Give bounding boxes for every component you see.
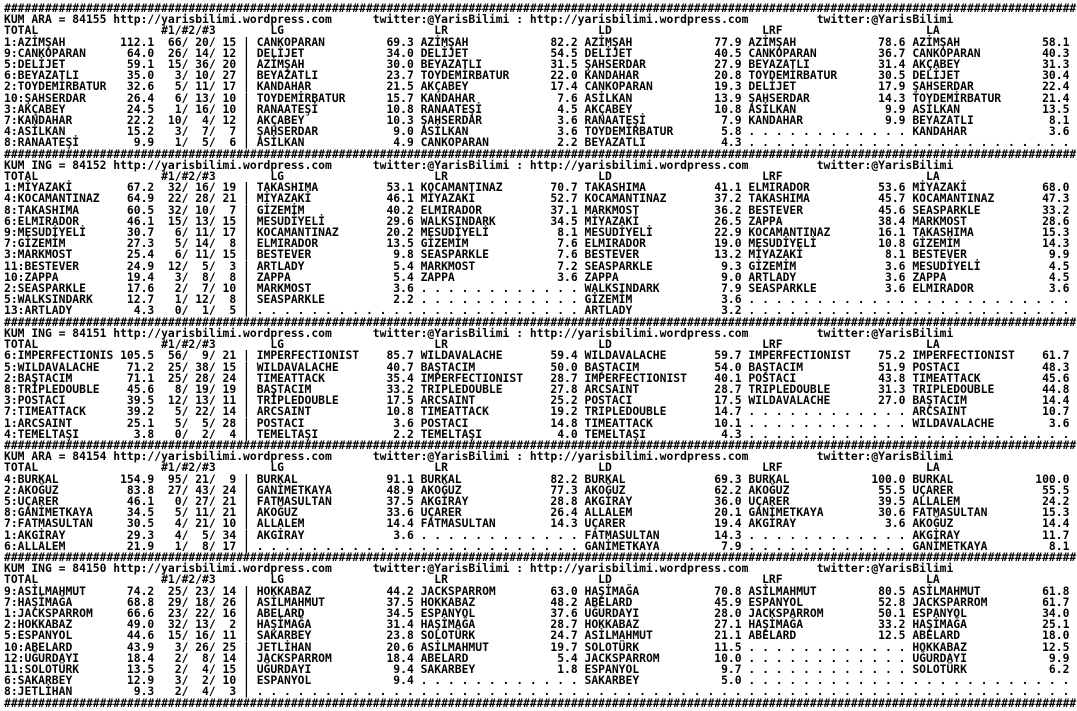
report-row: 1:AKGİRAY 29.3 4/ 5/ 34 | AKGİRAY 3.6 . . . . . . . . . . . . FATMASULTAN 14.3 . . . . . . . . . . . . AKGİRAY 11.7 xyxy=(4,527,1077,542)
report-row: 10:ZAPPA 19.4 3/ 8/ 8 | ZAPPA 5.4 ZAPPA 3.6 ZAPPA 9.0 ARTLADY 3.6 ZAPPA 4.5 xyxy=(4,269,1077,284)
report-row: 13:ARTLADY 4.3 0/ 1/ 5 | . . . . . . . . . . . . . . . . . . . . . . . . ARTLADY 3.2 . . . . . . . . . . . . . . . . . . . . . . . . xyxy=(4,303,1077,318)
report-row: 2:SEASPARKLE 17.6 2/ 7/ 10 | MARKMOST 3.6 . . . . . . . . . . . . WALKSINDARK 7.9 SEASPARKLE 3.6 ELMIRADOR 3.6 xyxy=(4,281,1077,296)
report-row: 4:BURKAL 154.9 95/ 21/ 9 | BURKAL 91.1 BURKAL 82.2 BURKAL 69.3 BURKAL 100.0 BURKAL 100.0 xyxy=(4,471,1077,486)
report-row: 5:WILDAVALACHE 71.2 25/ 38/ 15 | WILDAVALACHE 40.7 BAŞTACIM 50.0 BAŞTACIM 54.0 BAŞTACIM 51.9 POSTACI 48.3 xyxy=(4,359,1077,374)
report-row: 8:TRİPLEDOUBLE 45.6 8/ 19/ 19 | BAŞTACIM 33.2 TRIPLEDOUBLE 27.8 ARCSAINT 28.7 TRIPLEDOUBLE 31.3 TRIPLEDOUBLE 44.8 xyxy=(4,381,1077,396)
report-row: 6:IMPERFECTIONIS 105.5 56/ 9/ 21 | IMPERFECTIONIST 85.7 WILDAVALACHE 59.4 WILDAVALACHE 59.7 IMPERFECTIONIST 75.2 IMPERFECTIONIST 61.7 xyxy=(4,348,1077,363)
report-row: 9:MESUDİYELİ 30.7 6/ 11/ 17 | KOCAMANTINAZ 20.2 MESUDİYELİ 8.1 MESUDİYELİ 22.9 KOCAMANTINAZ 16.1 TAKASHIMA 15.3 xyxy=(4,225,1077,240)
report-row: 2:BAŞTACIM 71.1 25/ 28/ 24 | TIMEATTACK 35.4 IMPERFECTIONIST 28.7 IMPERFECTIONIST 40.1 POSTACI 43.8 TIMEATTACK 45.6 xyxy=(4,370,1077,385)
section-header-84152: KUM ING = 84152 http://yarisbilimi.wordpress.com twitter:@YarisBilimi : http://yarisbilimi.wordpress.com twitter:@YarisBilimi xyxy=(4,157,954,172)
section-header-84154: KUM ARA = 84154 http://yarisbilimi.wordpress.com twitter:@YarisBilimi : http://yarisbilimi.wordpress.com twitter:@YarisBilimi xyxy=(4,449,954,464)
report-row: 8:GANİMETKAYA 34.5 5/ 11/ 21 | AKOĞUZ 33.6 UÇARER 26.4 ALLALEM 20.1 GANİMETKAYA 30.6 FATMASULTAN 15.3 xyxy=(4,505,1077,520)
report-row: 2:TOYDEMİRBATUR 32.6 5/ 11/ 17 | KANDAHAR 21.5 AKÇABEY 17.4 CANKOPARAN 19.3 DELİJET 17.9 ŞAHSERDAR 22.4 xyxy=(4,79,1077,94)
report-row: 10:ABELARD 43.9 3/ 26/ 25 | JETLİHAN 20.6 ASİLMAHMUT 19.7 SOLOTÜRK 11.5 . . . . . . . . . . . . HOKKABAZ 12.5 xyxy=(4,639,1077,654)
separator-line: ############################################################################################################################################################# xyxy=(4,695,1077,710)
report-row: 1:JACKSPARROM 66.6 23/ 22/ 16 | ABELARD 34.5 ESPANYOL 37.6 UĞURDAYI 28.0 JACKSPARROM 50.1 ESPANYOL 34.0 xyxy=(4,605,1077,620)
column-header-84152: TOTAL #1/#2/#3 LG LR LD LRF LA xyxy=(4,169,1077,184)
separator-line: ############################################################################################################################################################# xyxy=(4,549,1077,564)
report-row: 1:MİYAZAKİ 67.2 32/ 16/ 19 | TAKASHIMA 53.1 KOCAMANTINAZ 70.7 TAKASHIMA 41.1 ELMIRADOR 53.6 MİYAZAKİ 68.0 xyxy=(4,180,1077,195)
report-row: 7:TIMEATTACK 39.2 5/ 22/ 14 | ARCSAINT 10.8 TIMEATTACK 19.2 TRIPLEDOUBLE 14.7 . . . . . . . . . . . . ARCSAINT 10.7 xyxy=(4,404,1077,419)
report-row: 2:AKOĞUZ 83.8 27/ 43/ 24 | GANİMETKAYA 48.9 AKOĞUZ 77.3 AKOĞUZ 62.2 AKOĞUZ 55.5 UÇARER 55.5 xyxy=(4,482,1077,497)
report-row: 9:CANKOPARAN 64.0 26/ 14/ 12 | DELİJET 34.0 DELİJET 54.5 DELİJET 40.5 CANKOPARAN 36.7 CANKOPARAN 40.3 xyxy=(4,45,1077,60)
report-row: 7:FATMASULTAN 30.5 4/ 21/ 10 | ALLALEM 14.4 FATMASULTAN 14.3 UÇARER 19.4 AKGİRAY 3.6 AKOĞUZ 14.4 xyxy=(4,516,1077,531)
report-row: 1:ARCSAINT 25.1 5/ 5/ 28 | POSTACI 3.6 POSTACI 14.8 TIMEATTACK 10.1 . . . . . . . . . . . . WILDAVALACHE 3.6 xyxy=(4,415,1077,430)
report-row: 6:ELMIRADOR 46.1 15/ 13/ 15 | MESUDİYELİ 29.6 WALKSINDARK 34.5 MİYAZAKİ 26.5 ZAPPA 38.4 MARKMOST 28.6 xyxy=(4,213,1077,228)
report-row: 10:ŞAHSERDAR 26.4 6/ 13/ 10 | TOYDEMİRBATUR 15.7 KANDAHAR 7.6 ASİLKAN 13.9 ŞAHSERDAR 14.3 TOYDEMİRBATUR 21.4 xyxy=(4,90,1077,105)
separator-line: ############################################################################################################################################################# xyxy=(4,437,1077,452)
separator-line: ############################################################################################################################################################# xyxy=(4,314,1077,329)
report-row: 3:AKÇABEY 24.5 1/ 16/ 10 | RANAATEŞİ 10.8 RANAATEŞİ 4.5 AKÇABEY 10.8 ASİLKAN 9.9 ASİLKAN 13.5 xyxy=(4,101,1077,116)
column-header-84151: TOTAL #1/#2/#3 LG LR LD LRF LA xyxy=(4,337,1077,352)
column-header-84150: TOTAL #1/#2/#3 LG LR LD LRF LA xyxy=(4,572,1077,587)
section-header-84155: KUM ARA = 84155 http://yarisbilimi.wordpress.com twitter:@YarisBilimi : http://yarisbilimi.wordpress.com twitter:@YarisBilimi xyxy=(4,12,954,27)
section-header-84150: KUM ING = 84150 http://yarisbilimi.wordpress.com twitter:@YarisBilimi : http://yarisbilimi.wordpress.com twitter:@YarisBilimi xyxy=(4,561,954,576)
section-header-84151: KUM ING = 84151 http://yarisbilimi.wordpress.com twitter:@YarisBilimi : http://yarisbilimi.wordpress.com twitter:@YarisBilimi xyxy=(4,325,954,340)
report-row: 9:ASİLMAHMUT 74.2 25/ 23/ 14 | HOKKABAZ 44.2 JACKSPARROM 63.0 HAŞİMAĞA 70.8 ASİLMAHMUT 80.5 ASİLMAHMUT 61.8 xyxy=(4,583,1077,598)
report-row: 3:POSTACI 39.5 12/ 13/ 11 | TRİPLEDOUBLE 17.5 ARCSAINT 25.2 POSTACI 17.5 WILDAVALACHE 27.0 BAŞTACIM 14.4 xyxy=(4,393,1077,408)
report-row: 11:BESTEVER 24.9 12/ 5/ 3 | ARTLADY 5.4 MARKMOST 7.2 SEASPARKLE 9.3 GİZEMİM 3.6 MESUDİYELİ 4.5 xyxy=(4,258,1077,273)
report-row: 11:SOLOTÜRK 13.5 2/ 4/ 15 | UĞURDAYI 9.4 SAKARBEY 1.8 ESPANYOL 9.7 . . . . . . . . . . . . SOLOTÜRK 6.2 xyxy=(4,661,1077,676)
report-row: 7:HAŞİMAĞA 68.8 29/ 18/ 26 | ASİLMAHMUT 37.5 HOKKABAZ 48.2 ABELARD 45.9 ESPANYOL 52.8 JACKSPARROM 61.7 xyxy=(4,594,1077,609)
report-row: 4:ASİLKAN 15.2 3/ 7/ 7 | ŞAHSERDAR 9.0 ASİLKAN 3.6 TOYDEMİRBATUR 5.8 . . . . . . . . . . . . KANDAHAR 3.6 xyxy=(4,124,1077,139)
report-row: 4:KOCAMANTINAZ 64.9 22/ 28/ 21 | MİYAZAKİ 46.1 MİYAZAKİ 52.7 KOCAMANTINAZ 37.2 TAKASHIMA 45.7 KOCAMANTINAZ 47.3 xyxy=(4,191,1077,206)
report-row: 8:RANAATEŞİ 9.9 1/ 5/ 6 | ASİLKAN 4.9 CANKOPARAN 2.2 BEYAZATLI 4.3 . . . . . . . . . . . . . . . . . . . . . . . . xyxy=(4,135,1077,150)
report-row: 6:SAKARBEY 12.9 3/ 2/ 10 | ESPANYOL 9.4 . . . . . . . . . . . . SAKARBEY 5.0 . . . . . . . . . . . . . . . . . . . . . . . . xyxy=(4,673,1077,688)
report-row: 3:MARKMOST 25.4 6/ 11/ 15 | BESTEVER 9.8 SEASPARKLE 7.6 BESTEVER 13.2 MİYAZAKİ 8.1 BESTEVER 9.9 xyxy=(4,247,1077,262)
report-row: 5:DELİJET 59.1 15/ 36/ 20 | AZİMŞAH 30.0 BEYAZATLI 31.5 ŞAHSERDAR 27.9 BEYAZATLI 31.4 AKÇABEY 31.3 xyxy=(4,57,1077,72)
report-row: 7:GİZEMİM 27.3 5/ 14/ 8 | ELMIRADOR 13.5 GİZEMİM 7.6 ELMIRADOR 19.0 MESUDİYELİ 10.8 GİZEMİM 14.3 xyxy=(4,236,1077,251)
report-row: 8:JETLİHAN 9.3 2/ 4/ 3 | . . . . . . . . . . . . . . . . . . . . . . . . . . . . . . . . . . . . . . . . . . . . . . . . . . . . . . . . . . . . xyxy=(4,684,1077,699)
report-row: 2:HOKKABAZ 49.0 32/ 13/ 2 | HAŞİMAĞA 31.4 HAŞİMAĞA 28.7 HOKKABAZ 27.1 HAŞİMAĞA 33.2 HAŞİMAĞA 25.1 xyxy=(4,617,1077,632)
report-row: 8:TAKASHIMA 60.5 32/ 10/ 7 | GİZEMİM 40.2 ELMIRADOR 37.1 MARKMOST 36.2 BESTEVER 45.6 SEASPARKLE 33.2 xyxy=(4,202,1077,217)
report-row: 1:AZİMŞAH 112.1 66/ 20/ 15 | CANKOPARAN 69.3 AZİMŞAH 82.2 AZİMŞAH 77.9 AZİMŞAH 78.6 AZİMŞAH 58.1 xyxy=(4,34,1077,49)
column-header-84155: TOTAL #1/#2/#3 LG LR LD LRF LA xyxy=(4,23,1077,38)
separator-line: ############################################################################################################################################################# xyxy=(4,146,1077,161)
report-row: 7:KANDAHAR 22.2 10/ 4/ 12 | AKÇABEY 10.3 ŞAHSERDAR 3.6 RANAATEŞİ 7.9 KANDAHAR 9.9 BEYAZATLI 8.1 xyxy=(4,113,1077,128)
report-row: 5:ESPANYOL 44.6 15/ 16/ 11 | SAKARBEY 23.8 SOLOTÜRK 24.7 ASİLMAHMUT 21.1 ABELARD 12.5 ABELARD 18.0 xyxy=(4,628,1077,643)
report-row: 12:UĞURDAYI 18.4 2/ 8/ 14 | JACKSPARROM 18.4 ABELARD 5.4 JACKSPARROM 10.0 . . . . . . . . . . . . UĞURDAYI 9.9 xyxy=(4,650,1077,665)
column-header-84154: TOTAL #1/#2/#3 LG LR LD LRF LA xyxy=(4,460,1077,475)
report-row: 6:ALLALEM 21.9 1/ 8/ 17 | . . . . . . . . . . . . . . . . . . . . . . . . GANİMETKAYA 7.9 . . . . . . . . . . . . GANİMETKAYA 8.1 xyxy=(4,538,1077,553)
separator-line: ############################################################################################################################################################# xyxy=(4,1,1077,15)
report-row: 6:BEYAZATLI 35.0 3/ 10/ 27 | BEYAZATLI 23.7 TOYDEMİRBATUR 22.0 KANDAHAR 20.8 TOYDEMİRBATUR 30.5 DELİJET 30.4 xyxy=(4,68,1077,83)
report-row: 4:TEMELTAŞI 3.8 0/ 2/ 4 | TEMELTAŞI 2.2 TEMELTAŞI 4.0 TEMELTAŞI 4.3 . . . . . . . . . . . . . . . . . . . . . . . . xyxy=(4,426,1077,441)
report-row: 5:WALKSINDARK 12.7 1/ 12/ 8 | SEASPARKLE 2.2 . . . . . . . . . . . . GİZEMİM 3.6 . . . . . . . . . . . . . . . . . . . . . . . . xyxy=(4,292,1077,307)
report-row: 5:UÇARER 46.1 0/ 27/ 21 | FATMASULTAN 37.5 AKGİRAY 28.8 AKGİRAY 36.0 UÇARER 39.5 ALLALEM 24.2 xyxy=(4,493,1077,508)
